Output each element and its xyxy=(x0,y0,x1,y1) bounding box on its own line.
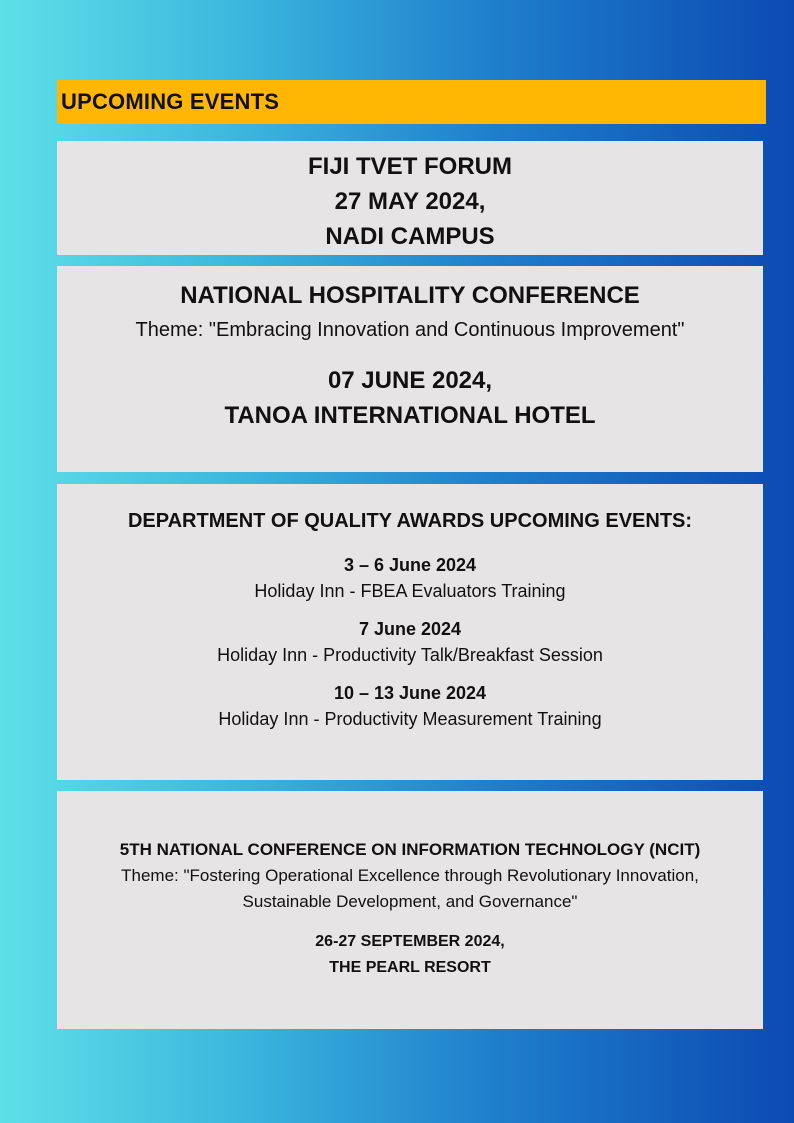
event-venue: NADI CAMPUS xyxy=(325,223,495,250)
event-venue: THE PEARL RESORT xyxy=(329,959,491,976)
event-date: 26-27 SEPTEMBER 2024, xyxy=(315,933,505,950)
section-title: DEPARTMENT OF QUALITY AWARDS UPCOMING EVENTS: xyxy=(127,510,693,532)
event-title: FIJI TVET FORUM xyxy=(308,153,512,180)
list-item xyxy=(57,552,763,604)
list-item xyxy=(57,680,763,732)
header-title: UPCOMING EVENTS xyxy=(61,89,280,114)
event-description: Holiday Inn - FBEA Evaluators Training xyxy=(254,581,566,601)
fiji-tvet-forum-card xyxy=(57,141,763,255)
quality-awards-card xyxy=(57,484,763,780)
event-date: 10 – 13 June 2024 xyxy=(333,683,487,703)
hospitality-conference-card xyxy=(57,266,763,472)
event-title: 5TH NATIONAL CONFERENCE ON INFORMATION TECHNOLOGY (NCIT) xyxy=(119,840,701,859)
event-date: 3 – 6 June 2024 xyxy=(343,555,477,575)
event-date: 07 JUNE 2024, xyxy=(327,367,493,394)
event-date: 27 MAY 2024, xyxy=(334,188,486,215)
event-venue: TANOA INTERNATIONAL HOTEL xyxy=(224,402,596,429)
event-theme: Theme: "Fostering Operational Excellence through Revolutionary Innovation, Sustainable Development, and Governance" xyxy=(121,866,699,911)
event-description: Holiday Inn - Productivity Talk/Breakfast Session xyxy=(217,645,603,665)
event-title: NATIONAL HOSPITALITY CONFERENCE xyxy=(180,282,640,309)
upcoming-events-header xyxy=(57,80,766,124)
event-theme: Theme: "Embracing Innovation and Continuous Improvement" xyxy=(135,319,685,341)
event-description: Holiday Inn - Productivity Measurement Training xyxy=(218,709,602,729)
event-date: 7 June 2024 xyxy=(358,619,462,639)
list-item xyxy=(57,616,763,668)
ncit-conference-card xyxy=(57,791,763,1029)
